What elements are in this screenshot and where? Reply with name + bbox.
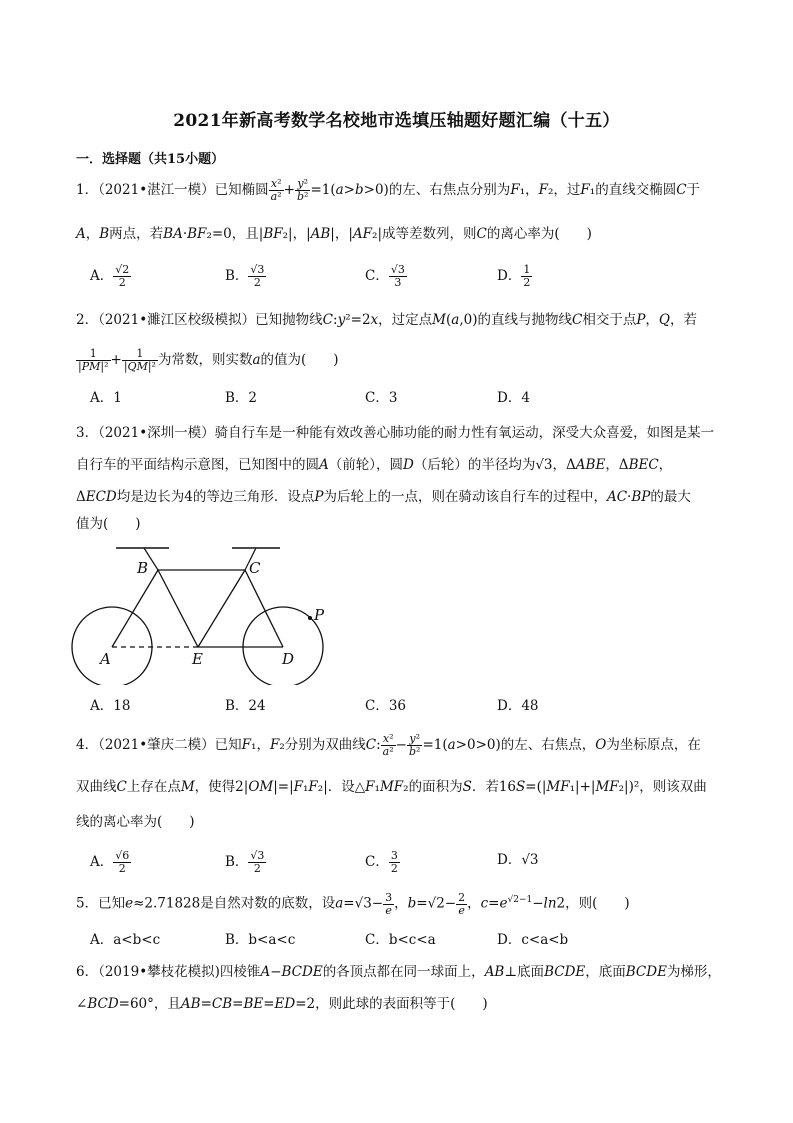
q2-math-frac-qm: $\frac{1}{\text{|QM|²}}$ [123,347,156,373]
q4-text: 分别为双曲线 [284,737,366,753]
q5-option-d[interactable]: D．c<a<b [497,932,569,948]
q1-math-frac-y: $\frac{\text{y²}}{\text{b²}}$ [296,177,309,203]
q1-text: 的离心率为( ) [486,226,592,242]
q1-option-c[interactable]: C． $\frac{√3}{3}$ [365,263,405,289]
q1-text: 的左、右焦点分别为 [388,182,511,198]
q1-text: 于 [686,182,701,198]
label-a: A [100,650,111,668]
q3-option-c[interactable]: C．36 [365,698,407,714]
segment-ab [112,570,158,647]
option-label: D． [497,852,522,868]
q4-text: 的左、右焦点， [500,737,596,753]
q1-option-d[interactable]: D． $\frac{1}{2}$ [497,263,531,289]
q1-option-b[interactable]: B． $\frac{√3}{2}$ [225,263,265,289]
q5-line-1: 5．已知e≈2.71828是自然对数的底数，设a=√3− $\frac{3}{e}$ ，b=√2− $\frac{2}{e}$ ，$c=e^{√2-1}-\ln 2$，则( ) [76,890,630,917]
q1-line-2: A，B两点，若BA·BF₂=0，且|BF₂|，|AB|，|AF₂|成等差数列，则C的离心率为( ) [76,226,592,242]
q2-option-d[interactable]: D．4 [497,390,530,406]
q6-line-2: ∠BCD=60°，且AB=CB=BE=ED=2，则此球的表面积等于( ) [76,996,488,1012]
q6-text: ，且 [153,996,181,1012]
q1-text: 两点，若 [109,226,164,242]
q2-option-c[interactable]: C．3 [365,390,398,406]
q5-text: 5．已知 [76,895,126,912]
q1-line-1: 1．（2021•湛江一模）已知椭圆 $\frac{\text{x²}}{\text{a²}}$ + $\frac{\text{y²}}{\text{b²}}$ =1(a>b>0)的左、右焦点分别为F₁，F₂，过F₁的直线交椭圆C于 [76,177,701,203]
q3-text: 的最大 [650,489,691,505]
q4-text: 4．（2021•肇庆二模）已知 [76,737,242,753]
q6-text: 底面 [517,964,545,980]
q6-text: ，底面 [585,964,626,980]
q2-option-a[interactable]: A．1 [90,390,122,406]
q6-text: ，则此球的表面积等于( ) [315,996,488,1012]
q4-text: 上存在点 [126,779,181,795]
q4-math-frac-x: $\frac{\text{x²}}{\text{a²}}$ [382,732,394,758]
q4-line-3: 线的离心率为( ) [76,814,195,830]
q4-text: 双曲线 [76,779,117,795]
q2-text: 为常数，则实数 [157,352,253,368]
label-e: E [192,650,203,668]
q3-option-a[interactable]: A．18 [90,698,131,714]
q3-text: 为后轮上的一点，则在骑动该自行车的过程中， [323,489,607,505]
segment-ce [198,570,245,647]
q3-text: 均是边长为4的等边三角形．设点 [116,489,315,505]
q2-text: 的值为( ) [260,352,339,368]
q3-text: （后轮）的半径均为 [413,457,536,473]
q4-line-2: 双曲线C上存在点M，使得2|OM|=|F₁F₂|．设△F₁MF₂的面积为S．若16S=(|MF₁|+|MF₂|)²，则该双曲 [76,779,707,795]
q1-text: ， [85,226,100,242]
q2-text: ，若 [670,312,697,328]
section-heading: 一．选择题（共15小题） [76,152,225,167]
q2-line-2: $\frac{1}{\text{|PM|²}}$ + $\frac{1}{\text{|QM|²}}$ 为常数，则实数a的值为( ) [78,347,339,373]
q5-text: 是自然对数的底数，设 [200,895,336,912]
q4-text: ．设△ [327,779,366,795]
option-label: D． [497,268,522,284]
q1-text: 成等差数列，则 [382,226,477,242]
q3-text: 自行车的平面结构示意图，已知图中的圆 [76,457,319,473]
q1-text: 的直线交椭圆 [595,182,677,198]
q3-line-4: 值为( ) [76,516,141,532]
q4-text: 的面积为 [408,779,463,795]
q3-line-1: 3．（2021•深圳一模）骑自行车是一种能有效改善心肺功能的耐力性有氧运动，深受大众喜爱，如图是某一 [76,425,715,441]
q4-option-b[interactable]: B． $\frac{√3}{2}$ [225,849,265,875]
q5-option-b[interactable]: B．b<a<c [225,932,296,948]
q3-line-2: 自行车的平面结构示意图，已知图中的圆A（前轮），圆D（后轮）的半径均为√3，ΔABE，ΔBEC， [76,457,673,473]
q3-line-3: ΔECD均是边长为4的等边三角形．设点P为后轮上的一点，则在骑动该自行车的过程中，AC·BP的最大 [76,489,691,505]
page-title: 2021年新高考数学名校地市选填压轴题好题汇编（十五） [173,111,620,131]
label-d: D [282,650,295,668]
q4-option-d[interactable]: D．√3 [497,852,539,868]
label-p: P [314,606,325,624]
point-p [308,616,312,620]
q4-text: 为坐标原点，在 [606,737,701,753]
q4-line-1: 4．（2021•肇庆二模）已知F₁，F₂分别为双曲线C: $\frac{\text{x²}}{\text{a²}}$ − $\frac{\text{y²}}{\text{b²}}$ =1(a>0>0)的左、右焦点，O为坐标原点，在 [76,732,701,758]
q4-option-c[interactable]: C． $\frac{3}{2}$ [365,849,398,875]
q3-option-d[interactable]: D．48 [497,698,539,714]
q2-text: ，过定点 [378,312,433,328]
q1-text: ，过 [553,182,581,198]
option-label: B． [225,268,249,284]
q5-option-c[interactable]: C．b<c<a [365,932,436,948]
option-label: C． [365,854,389,870]
q4-text: ，则该双曲 [639,779,707,795]
segment-cd [245,570,283,647]
q1-text: ，且 [231,226,259,242]
q4-text: ，使得 [194,779,236,795]
q6-text: 的各顶点都在同一球面上， [322,964,485,980]
option-label: A． [90,854,114,870]
q4-option-a[interactable]: A． $\frac{√6}{2}$ [90,849,130,875]
q3-text: （前轮），圆 [328,457,403,473]
q2-text: 的直线与抛物线 [477,312,572,328]
label-b: B [137,559,149,577]
q2-text: 2．（2021•濉江区校级模拟）已知抛物线 [76,312,323,328]
q3-option-b[interactable]: B．24 [225,698,266,714]
q4-text: ．若 [471,779,499,795]
q4-math-frac-y: $\frac{\text{y²}}{\text{b²}}$ [408,732,421,758]
q6-text: 6．（2019•攀枝花模拟)四棱锥 [76,964,261,980]
q1-text: 1．（2021•湛江一模）已知椭圆 [76,182,269,198]
q5-option-a[interactable]: A．a<b<c [90,932,161,948]
option-label: A． [90,268,114,284]
q2-option-b[interactable]: B．2 [225,390,258,406]
q1-option-a[interactable]: A． $\frac{√2}{2}$ [90,263,130,289]
q6-text: 为梯形， [666,964,721,980]
segment-be [158,570,198,647]
q1-math-frac-x: $\frac{\text{x²}}{\text{a²}}$ [270,177,282,203]
label-c: C [249,559,261,577]
option-label: B． [225,854,249,870]
q2-line-1: 2．（2021•濉江区校级模拟）已知抛物线C:y²=2x，过定点M(a,0)的直线与抛物线C相交于点P，Q，若 [76,312,697,328]
option-label: C． [365,268,389,284]
q6-line-1: 6．（2019•攀枝花模拟)四棱锥A−BCDE的各顶点都在同一球面上，AB⊥底面BCDE，底面BCDE为梯形， [76,964,721,980]
bicycle-diagram [64,540,344,685]
q2-text: 相交于点 [582,312,637,328]
q2-math-frac-pm: $\frac{1}{\text{|PM|²}}$ [78,347,109,373]
q5-text: ，则( ) [565,895,630,912]
